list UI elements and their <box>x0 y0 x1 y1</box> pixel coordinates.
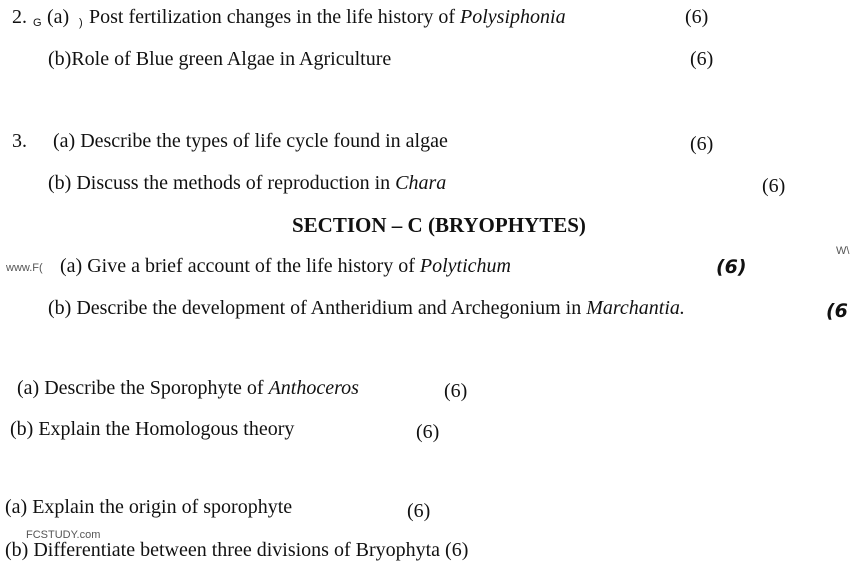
q2-stray-marker: G <box>33 17 42 29</box>
q3a-text: (a) Describe the types of life cycle found in algae <box>53 130 448 152</box>
q5a-marks: (6) <box>444 380 468 402</box>
q2b-marks: (6) <box>690 48 714 70</box>
q4b-text: (b) Describe the development of Antheridium and Archegonium in Marchantia. <box>48 297 685 319</box>
q6a-text: (a) Explain the origin of sporophyte <box>5 496 293 518</box>
watermark-left: www.F( <box>6 262 43 274</box>
q6a-marks: (6) <box>407 500 431 522</box>
q2a-text: Post fertilization changes in the life history of Polysiphonia <box>89 6 566 28</box>
watermark-bottom: FCSTUDY.com <box>26 529 101 541</box>
q2a-prefix: (a) <box>47 6 70 28</box>
section-c-heading: SECTION – C (BRYOPHYTES) <box>292 213 586 237</box>
q5a-text: (a) Describe the Sporophyte of Anthoceros <box>17 377 359 399</box>
q3b-text: (b) Discuss the methods of reproduction in Chara <box>48 172 447 194</box>
q4a-text: (a) Give a brief account of the life history of Polytichum <box>60 255 511 277</box>
q4b-marks: (6 <box>826 300 848 322</box>
q3b-marks: (6) <box>762 175 786 197</box>
q4a-marks: (6) <box>716 256 747 278</box>
watermark-right: W\ <box>836 245 850 257</box>
q3-number: 3. <box>12 130 27 152</box>
q5b-marks: (6) <box>416 421 440 443</box>
q2a-marks: (6) <box>685 6 709 28</box>
q2a-separator: ) <box>79 17 83 29</box>
q2-number: 2. <box>12 6 27 28</box>
q2b-text: (b)Role of Blue green Algae in Agriculture <box>48 48 392 70</box>
q5b-text: (b) Explain the Homologous theory <box>10 418 295 440</box>
q6b-text: (b) Differentiate between three divisions of Bryophyta (6) <box>5 539 469 561</box>
q3a-marks: (6) <box>690 133 714 155</box>
